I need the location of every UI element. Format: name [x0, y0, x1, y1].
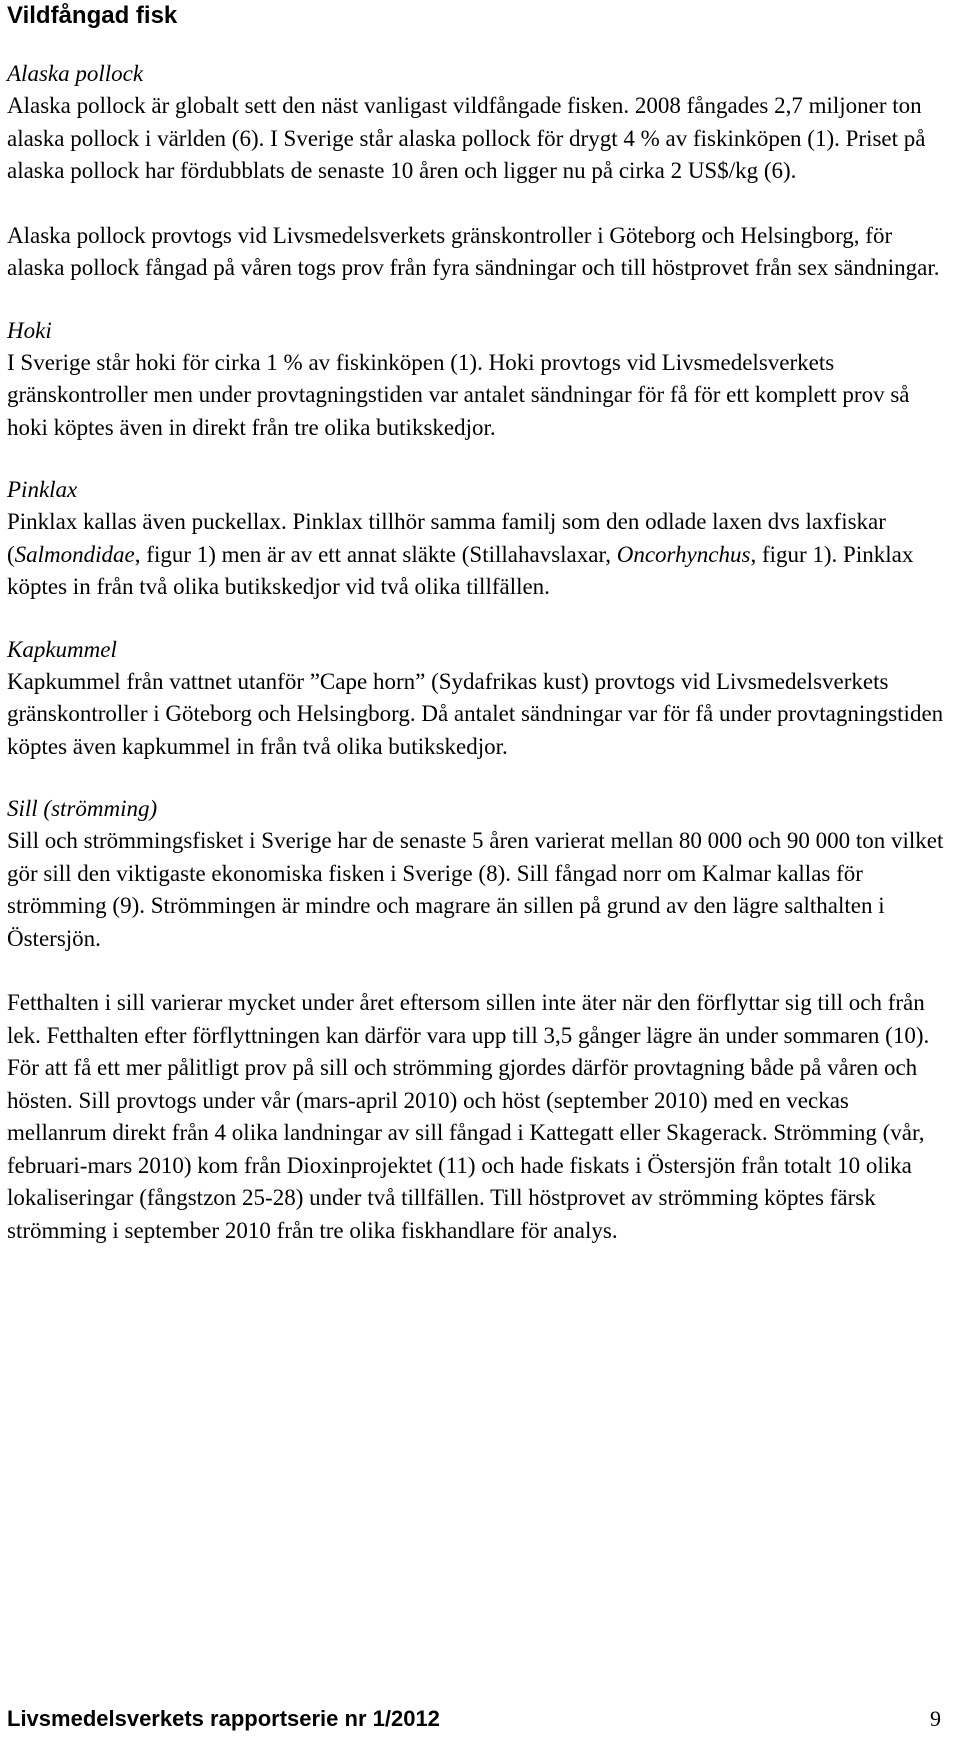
section-title-kapkummel: Kapkummel	[7, 636, 117, 662]
paragraph-kapkummel-1: Kapkummel från vattnet utanför ”Cape horn” (Sydafrikas kust) provtogs vid Livsmedelsverkets gränskontroller i Göteborg och Helsingborg. Då antalet sändningar var för få under provtagningstiden köptes även kapkummel in från två olika butikskedjor.	[7, 668, 944, 759]
section-title-pinklax: Pinklax	[7, 477, 78, 502]
section-title-sill: Sill (strömming)	[7, 796, 158, 821]
pinklax-italic-oncorhynchus: Oncorhynchus	[616, 541, 751, 567]
paragraph-sill-2: Fetthalten i sill varierar mycket under året eftersom sillen inte äter när den förflyttar sig till och från lek. Fetthalten efter förflyttningen kan därför vara upp till 3,5 gånger lägre än under sommaren (10). För att få ett mer pålitligt prov på sill och strömming gjordes därför provtagning både på våren och hösten. Sill provtogs under vår (mars-april 2010) och höst (september 2010) med en veckas mellanrum direkt från 4 olika landningar av sill fångad i Kattegatt eller Skagerack. Strömming (vår, februari-mars 2010) kom från Dioxinprojektet (11) och hade fiskats i Östersjön från totalt 10 olika lokaliseringar (fångstzon 25-28) under två tillfällen. Till höstprovet av strömming köptes färsk strömming i september 2010 från tre olika fiskhandlare för analys.	[7, 990, 930, 1243]
section-title-hoki: Hoki	[7, 317, 52, 343]
footer-series-title: Livsmedelsverkets rapportserie nr 1/2012	[7, 1706, 440, 1731]
section-title-alaska: Alaska pollock	[7, 61, 144, 86]
paragraph-sill-1: Sill och strömmingsfisket i Sverige har de senaste 5 åren varierat mellan 80 000 och 90 000 ton vilket gör sill den viktigaste ekonomiska fisken i Sverige (8). Sill fångad norr om Kalmar kallas för strömming (9). Strömmingen är mindre och magrare än sillen på grund av den lägre salthalten i Östersjön.	[7, 828, 944, 951]
paragraph-pinklax-1	[7, 506, 953, 604]
pinklax-text-b: , figur 1) men är av ett annat släkte (Stillahavslaxar,	[134, 541, 617, 567]
page-heading: Vildfångad fisk	[7, 2, 178, 29]
document-page	[7, 0, 953, 1247]
paragraph-alaska-2: Alaska pollock provtogs vid Livsmedelsverkets gränskontroller i Göteborg och Helsingborg, för alaska pollock fångad på våren togs prov från fyra sändningar och till höstprovet från sex sändningar.	[7, 222, 940, 280]
paragraph-alaska-1: Alaska pollock är globalt sett den näst vanligast vildfångade fisken. 2008 fångades 2,7 miljoner ton alaska pollock i världen (6). I Sverige står alaska pollock för drygt 4 % av fiskinköpen (1). Priset på alaska pollock har fördubblats de senaste 10 åren och ligger nu på cirka 2 US$/kg (6).	[7, 93, 926, 183]
pinklax-italic-salmondidae: Salmondidae	[14, 541, 135, 567]
paragraph-hoki-1: I Sverige står hoki för cirka 1 % av fiskinköpen (1). Hoki provtogs vid Livsmedelsverkets gränskontroller men under provtagningstiden var antalet sändningar för få för ett komplett prov så hoki köptes även in direkt från tre olika butikskedjor.	[7, 349, 910, 440]
footer-page-number: 9	[930, 1706, 941, 1731]
pinklax-text-c: , figur 1). Pinklax köptes in från två olika butikskedjor vid två olika tillfällen.	[7, 541, 914, 599]
page-footer	[7, 1706, 953, 1732]
pinklax-text-a: Pinklax kallas även puckellax. Pinklax tillhör samma familj som den odlade laxen dvs laxfiskar (	[7, 509, 886, 567]
